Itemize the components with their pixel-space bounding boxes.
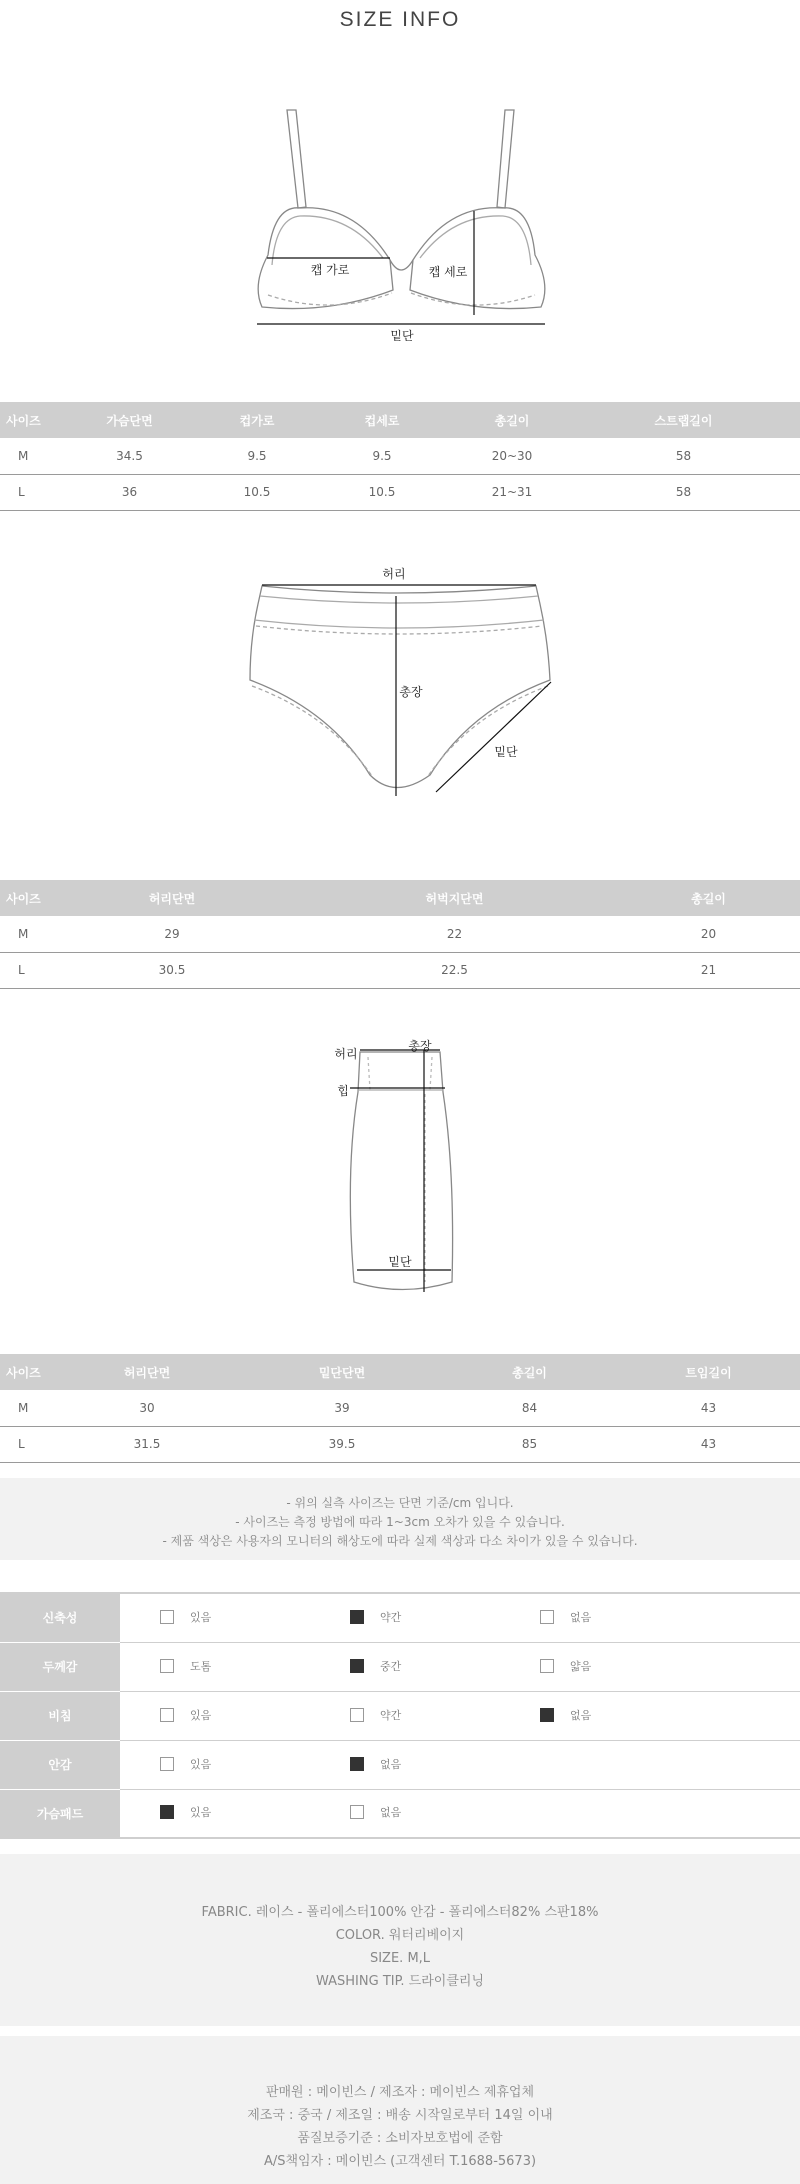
- table-cell: 9.5: [307, 438, 457, 474]
- cup-height-label: 캡 세로: [428, 265, 468, 279]
- panty-diagram: [0, 560, 800, 800]
- table-cell: 20~30: [457, 438, 567, 474]
- maker-info: [0, 2036, 800, 2184]
- table-cell: 58: [567, 438, 800, 474]
- table-cell: 31.5: [52, 1426, 242, 1462]
- table-row: [0, 1390, 800, 1426]
- table-cell: 22: [292, 916, 617, 952]
- option-label: 약간: [380, 1610, 402, 1624]
- note-line: - 위의 실측 사이즈는 단면 기준/cm 입니다.: [286, 1496, 514, 1510]
- property-row: [0, 1642, 800, 1691]
- table-cell: 34.5: [52, 438, 207, 474]
- fabric-line: FABRIC. 레이스 - 폴리에스터100% 안감 - 폴리에스터82% 스판18%: [201, 1905, 599, 1920]
- table-cell: 30.5: [52, 952, 292, 988]
- property-label: 가슴패드: [0, 1789, 120, 1838]
- table-cell: 21~31: [457, 474, 567, 510]
- table-cell: M: [0, 916, 52, 952]
- seller-line: 판매원 : 메이빈스 / 제조자 : 메이빈스 제휴업체: [265, 2085, 535, 2100]
- checkbox-icon: [350, 1708, 364, 1722]
- checkbox-icon: [160, 1757, 174, 1771]
- table-cell: L: [0, 474, 52, 510]
- option-label: 약간: [380, 1708, 402, 1722]
- checkbox-icon: [540, 1610, 554, 1624]
- checkbox-icon: [350, 1805, 364, 1819]
- table-cell: 85: [442, 1426, 617, 1462]
- size-notes: [0, 1478, 800, 1560]
- hip-label: 힙: [337, 1084, 349, 1098]
- header-cup-width: 컵가로: [207, 402, 307, 438]
- checked-checkbox-icon: [540, 1708, 554, 1722]
- checked-checkbox-icon: [160, 1805, 174, 1819]
- table-row: [0, 438, 800, 474]
- table-cell: 39: [242, 1390, 442, 1426]
- header-cup-height: 컵세로: [307, 402, 457, 438]
- page-title: SIZE INFO: [339, 8, 461, 31]
- header-bust: 가슴단면: [52, 402, 207, 438]
- note-line: - 제품 색상은 사용자의 모니터의 해상도에 따라 실제 색상과 다소 차이가 있을 수 있습니다.: [162, 1534, 638, 1548]
- length-label: 총장: [408, 1039, 432, 1053]
- header-slit-length: 트임길이: [617, 1354, 800, 1390]
- table-cell: 20: [617, 916, 800, 952]
- table-cell: M: [0, 1390, 52, 1426]
- table-cell: 22.5: [292, 952, 617, 988]
- property-row: [0, 1740, 800, 1789]
- table-cell: 36: [52, 474, 207, 510]
- header-hem: 밑단단면: [242, 1354, 442, 1390]
- header-strap-length: 스트랩길이: [567, 402, 800, 438]
- table-cell: 58: [567, 474, 800, 510]
- header-waist: 허리단면: [52, 880, 292, 916]
- property-label: 두께감: [0, 1642, 120, 1691]
- size-line: SIZE. M,L: [369, 1951, 431, 1966]
- option-label: 없음: [380, 1757, 402, 1771]
- header-thigh: 허벅지단면: [292, 880, 617, 916]
- waist-label: 허리: [334, 1047, 358, 1061]
- color-line: COLOR. 워터리베이지: [335, 1928, 465, 1943]
- option-label: 있음: [190, 1806, 212, 1820]
- checked-checkbox-icon: [350, 1610, 364, 1624]
- property-label: 안감: [0, 1740, 120, 1789]
- washing-line: WASHING TIP. 드라이클리닝: [315, 1974, 485, 1989]
- hem-label: 밑단: [388, 1255, 412, 1269]
- cup-width-label: 캡 가로: [310, 263, 350, 277]
- table-cell: L: [0, 1426, 52, 1462]
- property-label: 비침: [0, 1691, 120, 1740]
- property-row: [0, 1691, 800, 1740]
- table-cell: 29: [52, 916, 292, 952]
- checkbox-icon: [160, 1659, 174, 1673]
- table-row: [0, 916, 800, 952]
- option-label: 있음: [190, 1708, 212, 1722]
- table-cell: 10.5: [307, 474, 457, 510]
- length-label: 총장: [399, 685, 423, 699]
- table-header-row: [0, 880, 800, 916]
- table-row: [0, 1426, 800, 1462]
- table-cell: M: [0, 438, 52, 474]
- option-label: 없음: [380, 1806, 402, 1820]
- option-label: 있음: [190, 1757, 212, 1771]
- quality-line: 품질보증기준 : 소비자보호법에 준함: [297, 2131, 503, 2146]
- as-contact-line: A/S책임자 : 메이빈스 (고객센터 T.1688-5673): [263, 2154, 537, 2169]
- property-row: [0, 1789, 800, 1838]
- checkbox-icon: [160, 1708, 174, 1722]
- option-label: 얇음: [570, 1659, 592, 1673]
- header-size: 사이즈: [0, 1354, 52, 1390]
- band-label: 밑단: [390, 329, 414, 343]
- property-row: [0, 1593, 800, 1642]
- skirt-diagram: [0, 1032, 800, 1302]
- header-waist: 허리단면: [52, 1354, 242, 1390]
- bra-diagram: [0, 90, 800, 350]
- table-cell: 43: [617, 1390, 800, 1426]
- header-total-length: 총길이: [617, 880, 800, 916]
- checkbox-icon: [540, 1659, 554, 1673]
- fabric-properties-table: [0, 1592, 800, 1839]
- origin-line: 제조국 : 중국 / 제조일 : 배송 시작일로부터 14일 이내: [247, 2108, 553, 2123]
- table-cell: 30: [52, 1390, 242, 1426]
- header-size: 사이즈: [0, 402, 52, 438]
- fabric-info: [0, 1854, 800, 2026]
- checkbox-icon: [160, 1610, 174, 1624]
- option-label: 도톰: [190, 1659, 212, 1673]
- table-cell: L: [0, 952, 52, 988]
- table-header-row: [0, 1354, 800, 1390]
- table-cell: 39.5: [242, 1426, 442, 1462]
- note-line: - 사이즈는 측정 방법에 따라 1~3cm 오차가 있을 수 있습니다.: [235, 1515, 565, 1529]
- option-label: 없음: [570, 1708, 592, 1722]
- table-header-row: [0, 402, 800, 438]
- property-label: 신축성: [0, 1593, 120, 1642]
- option-label: 중간: [380, 1659, 402, 1673]
- skirt-size-table: [0, 1354, 800, 1463]
- table-row: [0, 474, 800, 510]
- checked-checkbox-icon: [350, 1659, 364, 1673]
- waist-label: 허리: [382, 567, 406, 581]
- option-label: 없음: [570, 1610, 592, 1624]
- table-cell: 84: [442, 1390, 617, 1426]
- panty-size-table: [0, 880, 800, 989]
- header-total-length: 총길이: [442, 1354, 617, 1390]
- option-label: 있음: [190, 1610, 212, 1624]
- table-cell: 9.5: [207, 438, 307, 474]
- header-total-length: 총길이: [457, 402, 567, 438]
- table-cell: 21: [617, 952, 800, 988]
- table-cell: 43: [617, 1426, 800, 1462]
- table-row: [0, 952, 800, 988]
- bra-size-table: [0, 402, 800, 511]
- hem-label: 밑단: [494, 745, 518, 759]
- table-cell: 10.5: [207, 474, 307, 510]
- header-size: 사이즈: [0, 880, 52, 916]
- checked-checkbox-icon: [350, 1757, 364, 1771]
